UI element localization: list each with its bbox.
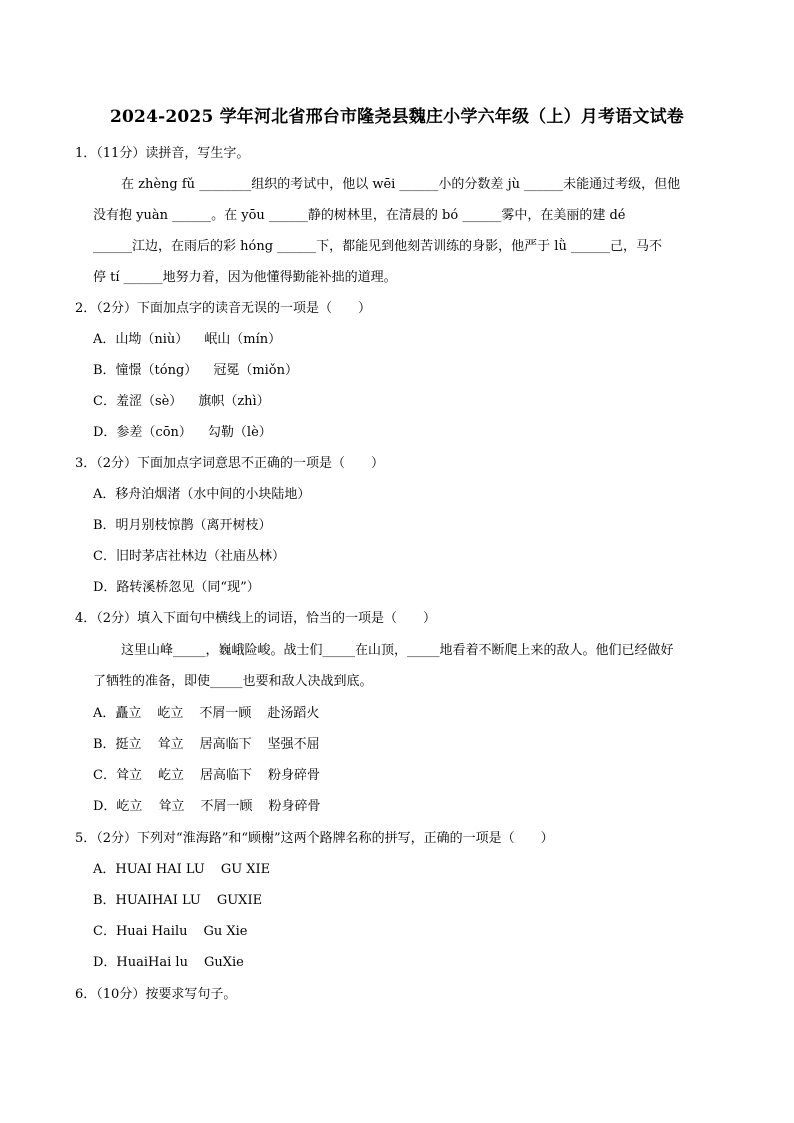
option-text: GUXIE [216, 893, 263, 908]
question-2-option-d [93, 424, 272, 442]
option-text: D．HuaiHai lu [93, 955, 188, 970]
question-1-line-1: 在 zhèng fǔ ________组织的考试中，他以 wēi ______小的分数差 jù ______未能通过考级，但他 [121, 177, 681, 192]
question-1-line-2: 没有抱 yuàn ______。在 yōu ______静的树林里，在清晨的 bó ______雾中，在美丽的建 dé [93, 208, 626, 223]
question-4-heading: 4．（2分）填入下面句中横线上的词语，恰当的一项是（ ） [75, 611, 437, 626]
option-text: 冠冕（miǒn） [213, 363, 298, 378]
question-4-option-c [93, 767, 320, 785]
question-3-option-b: B．明月别枝惊鹊（离开树枝） [93, 518, 272, 533]
option-text: GuXie [203, 955, 244, 970]
option-text: 居高临下 [199, 737, 252, 752]
option-text: A．矗立 [93, 706, 142, 721]
option-text: C．耸立 [93, 768, 142, 783]
question-4-option-b [93, 736, 320, 754]
option-text: 不屑一顾 [199, 706, 252, 721]
question-1-line-4: 停 tí ______地努力着，因为他懂得勤能补拙的道理。 [93, 270, 397, 285]
question-3-option-d: D．路转溪桥忽见（同“现”） [93, 580, 260, 595]
option-text: 旗帜（zhì） [198, 394, 270, 409]
option-text: 粉身碎骨 [267, 768, 320, 783]
option-text: B．憧憬（tóng） [93, 363, 198, 378]
option-text: 不屑一顾 [200, 799, 253, 814]
option-text: 屹立 [157, 768, 184, 783]
option-text: C．羞涩（sè） [93, 394, 183, 409]
option-text: 粉身碎骨 [268, 799, 321, 814]
option-text: D．屹立 [93, 799, 143, 814]
question-1-line-3: ______江边，在雨后的彩 hóng ______下，都能见到他刻苦训练的身影，他严于 lǜ ______己，马不 [93, 239, 662, 254]
option-text: 岷山（mín） [204, 332, 282, 347]
option-text: Gu Xie [203, 924, 248, 939]
question-5-heading: 5．（2分）下列对“淮海路”和“顾榭”这两个路牌名称的拼写，正确的一项是（ ） [75, 831, 554, 846]
option-text: B．HUAIHAI LU [93, 893, 201, 908]
question-3-option-c: C．旧时茅店社林边（社庙丛林） [93, 549, 285, 564]
option-text: C．Huai Hailu [93, 924, 188, 939]
question-1-heading: 1．（11分）读拼音，写生字。 [75, 146, 250, 161]
option-text: A．山坳（niù） [93, 332, 189, 347]
option-text: A．HUAI HAI LU [93, 862, 205, 877]
question-6-heading: 6．（10分）按要求写句子。 [75, 987, 237, 1002]
question-4-option-a [93, 705, 319, 723]
option-text: 耸立 [158, 799, 185, 814]
question-4-passage-line-1: 这里山峰_____，巍峨险峻。战士们_____在山顶，_____地看着不断爬上来的敌人。他们已经做好 [121, 643, 674, 658]
question-3-heading: 3．（2分）下面加点字词意思不正确的一项是（ ） [75, 456, 385, 471]
question-5-option-c [93, 923, 247, 941]
question-2-option-c [93, 393, 270, 411]
question-3-option-a: A．移舟泊烟渚（水中间的小块陆地） [93, 487, 311, 502]
question-4-passage-line-2: 了牺牲的准备，即使_____也要和敌人决战到底。 [93, 674, 373, 689]
exam-title: 2024-2025 学年河北省邢台市隆尧县魏庄小学六年级（上）月考语文试卷 [109, 107, 684, 127]
question-5-option-b [93, 892, 262, 910]
option-text: 屹立 [157, 706, 184, 721]
option-text: 居高临下 [199, 768, 252, 783]
option-text: GU XIE [220, 862, 271, 877]
option-text: 勾勒（lè） [207, 425, 272, 440]
question-5-option-d [93, 954, 244, 972]
question-2-option-b [93, 362, 298, 380]
question-4-option-d [93, 798, 320, 816]
option-text: D．参差（cōn） [93, 425, 192, 440]
option-text: 耸立 [157, 737, 184, 752]
question-5-option-a [93, 861, 270, 879]
option-text: 坚强不屈 [267, 737, 320, 752]
question-2-option-a [93, 331, 281, 349]
option-text: 赴汤蹈火 [267, 706, 320, 721]
question-2-heading: 2．（2分）下面加点字的读音无误的一项是（ ） [75, 301, 372, 316]
option-text: B．挺立 [93, 737, 142, 752]
